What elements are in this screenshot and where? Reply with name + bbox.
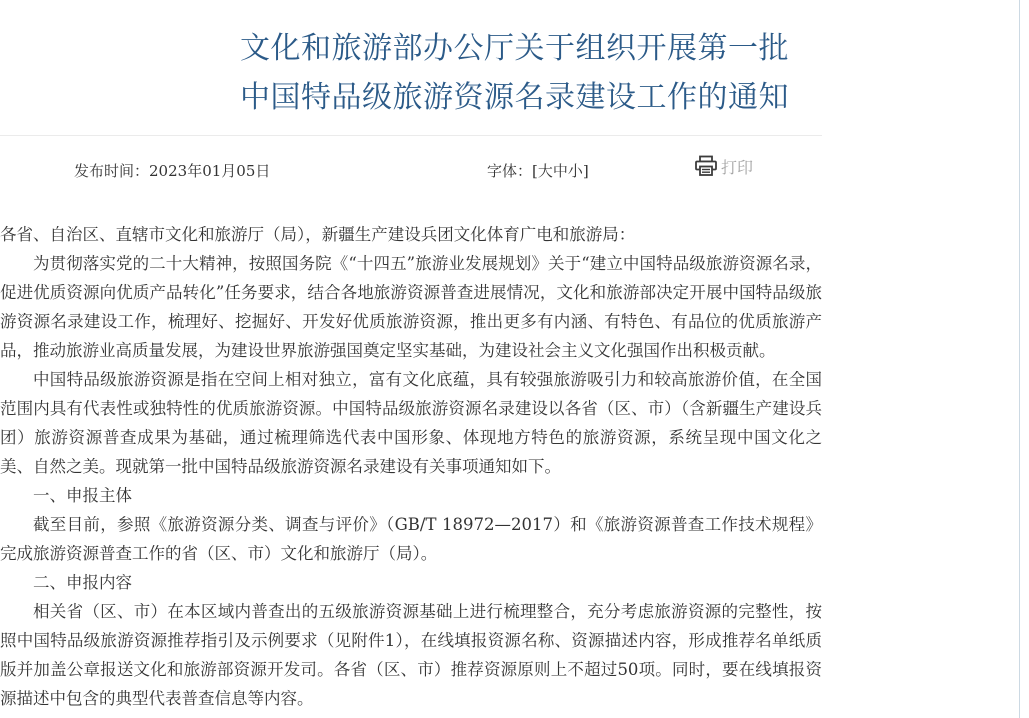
article-section-heading-2: 二、申报内容 — [33, 573, 132, 592]
publish-time-value: 2023年01月05日 — [149, 162, 271, 180]
printer-icon — [694, 154, 721, 178]
print-button-label: 打印 — [721, 157, 754, 177]
article-paragraph: 相关省（区、市）在本区域内普查出的五级旅游资源基础上进行梳理整合，充分考虑旅游资源的完整性，按照中国特品级旅游资源推荐指引及示例要求（见附件1），在线填报资源名称、资源描述内容，形成推荐名单纸质版并加盖公章报送文化和旅游部资源开发司。各省（区、市）推荐资源原则上不超过50项。同时，要在线填报资源描述中包含的典型代表普查信息等内容。 — [0, 602, 822, 708]
font-size-selector — [487, 160, 589, 181]
meta-bar — [0, 154, 822, 184]
font-size-bracket-open: [ — [532, 162, 538, 180]
article-paragraph: 截至目前，参照《旅游资源分类、调查与评价》（GB/T 18972—2017）和《旅游资源普查工作技术规程》完成旅游资源普查工作的省（区、市）文化和旅游厅（局）。 — [0, 515, 822, 563]
publish-time-label: 发布时间： — [74, 162, 150, 180]
title-divider — [0, 135, 822, 136]
font-size-large-button[interactable]: 大 — [537, 162, 553, 180]
print-button[interactable] — [694, 154, 753, 178]
font-size-small-button[interactable]: 小 — [567, 162, 583, 180]
right-edge-border — [1019, 0, 1020, 718]
article-section-heading-1: 一、申报主体 — [33, 486, 132, 505]
font-size-bracket-close: ] — [582, 162, 589, 180]
page-title — [0, 24, 1029, 122]
page-title-line2: 中国特品级旅游资源名录建设工作的通知 — [240, 80, 789, 115]
article-text — [0, 220, 822, 713]
font-size-medium-button[interactable]: 中 — [552, 162, 568, 180]
article-salutation: 各省、自治区、直辖市文化和旅游厅（局），新疆生产建设兵团文化体育广电和旅游局： — [0, 225, 636, 244]
document-body — [0, 135, 822, 713]
article-paragraph: 中国特品级旅游资源是指在空间上相对独立，富有文化底蕴，具有较强旅游吸引力和较高旅游价值，在全国范围内具有代表性或独特性的优质旅游资源。中国特品级旅游资源名录建设以各省（区、市）（含新疆生产建设兵团）旅游资源普查成果为基础，通过梳理筛选代表中国形象、体现地方特色的旅游资源，系统呈现中国文化之美、自然之美。现就第一批中国特品级旅游资源名录建设有关事项通知如下。 — [0, 370, 822, 476]
article-paragraph: 为贯彻落实党的二十大精神，按照国务院《“十四五”旅游业发展规划》关于“建立中国特品级旅游资源名录，促进优质资源向优质产品转化”任务要求，结合各地旅游资源普查进展情况，文化和旅游部决定开展中国特品级旅游资源名录建设工作，梳理好、挖掘好、开发好优质旅游资源，推出更多有内涵、有特色、有品位的优质旅游产品，推动旅游业高质量发展，为建设世界旅游强国奠定坚实基础，为建设社会主义文化强国作出积极贡献。 — [0, 254, 822, 360]
page-title-line1: 文化和旅游部办公厅关于组织开展第一批 — [240, 31, 789, 66]
publish-time — [74, 160, 270, 181]
font-size-label: 字体： — [487, 162, 533, 180]
